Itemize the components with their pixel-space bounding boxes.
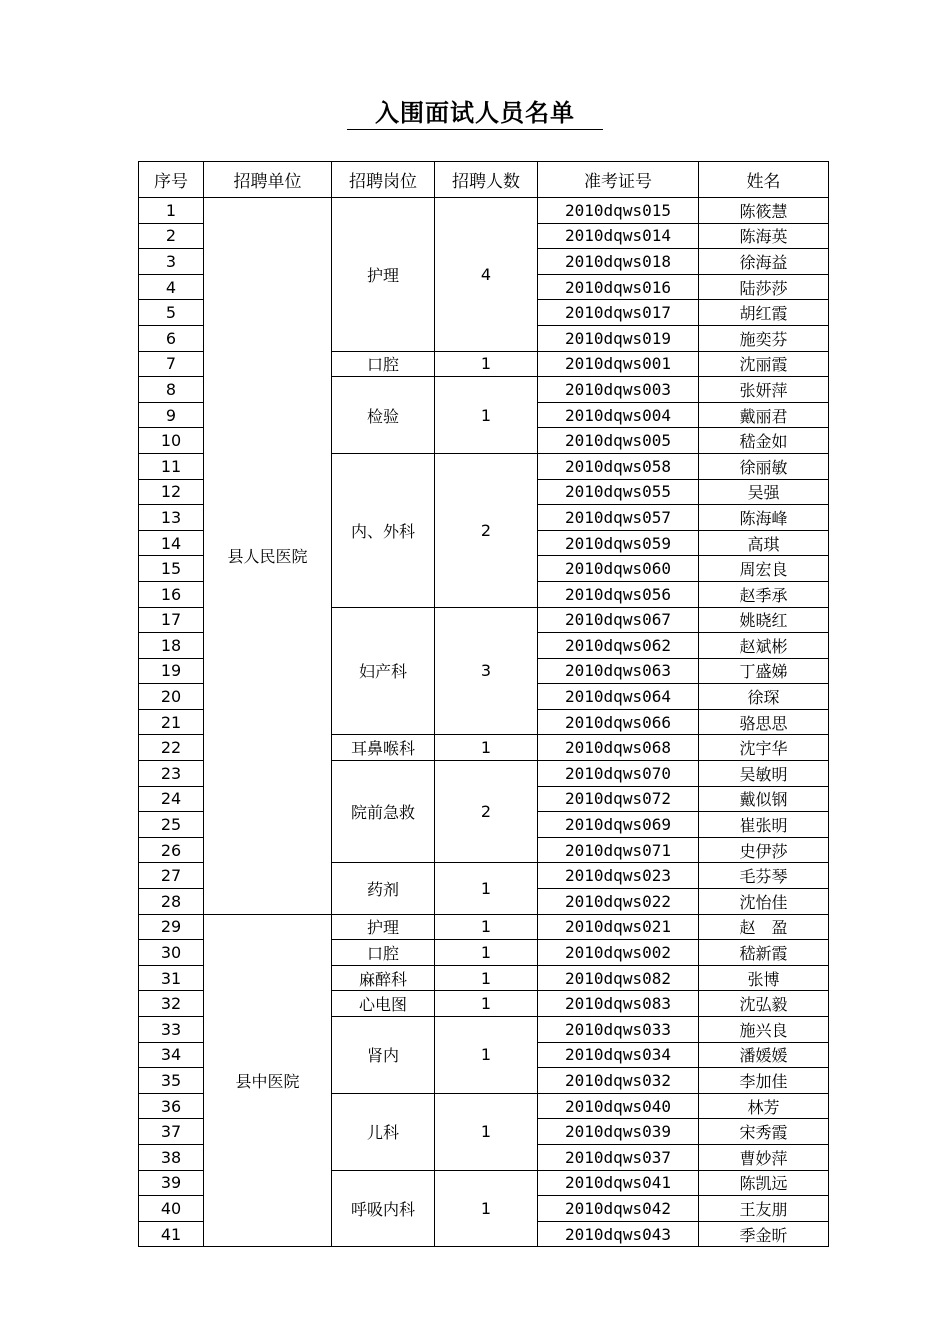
cell-name: 赵斌彬 <box>699 633 829 659</box>
cell-exam-no: 2010dqws014 <box>538 223 699 249</box>
cell-name: 崔张明 <box>699 812 829 838</box>
cell-name: 沈怡佳 <box>699 889 829 915</box>
cell-exam-no: 2010dqws060 <box>538 556 699 582</box>
cell-seq: 21 <box>139 709 204 735</box>
cell-seq: 17 <box>139 607 204 633</box>
cell-exam-no: 2010dqws039 <box>538 1119 699 1145</box>
cell-exam-no: 2010dqws066 <box>538 709 699 735</box>
cell-exam-no: 2010dqws059 <box>538 530 699 556</box>
cell-count: 1 <box>435 1017 538 1094</box>
cell-count: 1 <box>435 914 538 940</box>
cell-exam-no: 2010dqws055 <box>538 479 699 505</box>
cell-exam-no: 2010dqws018 <box>538 249 699 275</box>
cell-name: 胡红霞 <box>699 300 829 326</box>
cell-count: 1 <box>435 991 538 1017</box>
cell-name: 嵇新霞 <box>699 940 829 966</box>
cell-exam-no: 2010dqws063 <box>538 658 699 684</box>
cell-seq: 34 <box>139 1042 204 1068</box>
cell-exam-no: 2010dqws042 <box>538 1196 699 1222</box>
cell-post: 院前急救 <box>332 761 435 863</box>
cell-exam-no: 2010dqws016 <box>538 274 699 300</box>
cell-seq: 37 <box>139 1119 204 1145</box>
cell-exam-no: 2010dqws019 <box>538 325 699 351</box>
cell-exam-no: 2010dqws082 <box>538 965 699 991</box>
cell-exam-no: 2010dqws021 <box>538 914 699 940</box>
cell-name: 徐琛 <box>699 684 829 710</box>
cell-post: 检验 <box>332 377 435 454</box>
cell-seq: 26 <box>139 837 204 863</box>
cell-name: 宋秀霞 <box>699 1119 829 1145</box>
cell-seq: 16 <box>139 581 204 607</box>
cell-name: 丁盛娣 <box>699 658 829 684</box>
cell-name: 沈弘毅 <box>699 991 829 1017</box>
cell-name: 张妍萍 <box>699 377 829 403</box>
cell-count: 1 <box>435 735 538 761</box>
cell-count: 1 <box>435 351 538 377</box>
cell-exam-no: 2010dqws057 <box>538 505 699 531</box>
cell-exam-no: 2010dqws040 <box>538 1093 699 1119</box>
cell-exam-no: 2010dqws062 <box>538 633 699 659</box>
cell-seq: 19 <box>139 658 204 684</box>
cell-count: 1 <box>435 940 538 966</box>
cell-post: 内、外科 <box>332 453 435 607</box>
cell-name: 史伊莎 <box>699 837 829 863</box>
cell-exam-no: 2010dqws002 <box>538 940 699 966</box>
cell-seq: 38 <box>139 1144 204 1170</box>
cell-exam-no: 2010dqws041 <box>538 1170 699 1196</box>
cell-post: 肾内 <box>332 1017 435 1094</box>
header-seq: 序号 <box>139 162 204 198</box>
cell-exam-no: 2010dqws015 <box>538 198 699 224</box>
cell-seq: 30 <box>139 940 204 966</box>
cell-seq: 27 <box>139 863 204 889</box>
cell-post: 口腔 <box>332 940 435 966</box>
cell-name: 赵 盈 <box>699 914 829 940</box>
cell-seq: 10 <box>139 428 204 454</box>
cell-seq: 20 <box>139 684 204 710</box>
cell-name: 施奕芬 <box>699 325 829 351</box>
cell-seq: 24 <box>139 786 204 812</box>
cell-post: 呼吸内科 <box>332 1170 435 1247</box>
cell-post: 耳鼻喉科 <box>332 735 435 761</box>
cell-exam-no: 2010dqws058 <box>538 453 699 479</box>
cell-seq: 9 <box>139 402 204 428</box>
cell-seq: 2 <box>139 223 204 249</box>
cell-count: 1 <box>435 863 538 914</box>
cell-name: 陈凯远 <box>699 1170 829 1196</box>
cell-name: 骆思思 <box>699 709 829 735</box>
cell-seq: 1 <box>139 198 204 224</box>
cell-unit: 县中医院 <box>204 914 332 1247</box>
cell-seq: 36 <box>139 1093 204 1119</box>
cell-seq: 25 <box>139 812 204 838</box>
cell-name: 陆莎莎 <box>699 274 829 300</box>
candidate-table <box>138 161 829 1247</box>
cell-exam-no: 2010dqws064 <box>538 684 699 710</box>
cell-name: 林芳 <box>699 1093 829 1119</box>
cell-exam-no: 2010dqws003 <box>538 377 699 403</box>
cell-count: 1 <box>435 1093 538 1170</box>
cell-seq: 11 <box>139 453 204 479</box>
cell-post: 麻醉科 <box>332 965 435 991</box>
cell-exam-no: 2010dqws005 <box>538 428 699 454</box>
cell-name: 戴丽君 <box>699 402 829 428</box>
cell-exam-no: 2010dqws071 <box>538 837 699 863</box>
cell-name: 嵇金如 <box>699 428 829 454</box>
cell-exam-no: 2010dqws083 <box>538 991 699 1017</box>
cell-count: 2 <box>435 453 538 607</box>
cell-name: 陈海英 <box>699 223 829 249</box>
cell-seq: 41 <box>139 1221 204 1247</box>
header-name: 姓名 <box>699 162 829 198</box>
cell-seq: 29 <box>139 914 204 940</box>
cell-count: 1 <box>435 1170 538 1247</box>
cell-name: 李加佳 <box>699 1068 829 1094</box>
cell-name: 张博 <box>699 965 829 991</box>
cell-exam-no: 2010dqws068 <box>538 735 699 761</box>
header-unit: 招聘单位 <box>204 162 332 198</box>
page-title-wrapper <box>0 98 950 130</box>
cell-seq: 15 <box>139 556 204 582</box>
cell-seq: 39 <box>139 1170 204 1196</box>
cell-name: 毛芬琴 <box>699 863 829 889</box>
cell-post: 妇产科 <box>332 607 435 735</box>
cell-exam-no: 2010dqws043 <box>538 1221 699 1247</box>
cell-seq: 6 <box>139 325 204 351</box>
table-row <box>139 198 829 224</box>
table-header-row <box>139 162 829 198</box>
cell-name: 沈宇华 <box>699 735 829 761</box>
cell-exam-no: 2010dqws023 <box>538 863 699 889</box>
cell-name: 沈丽霞 <box>699 351 829 377</box>
cell-seq: 5 <box>139 300 204 326</box>
cell-exam-no: 2010dqws017 <box>538 300 699 326</box>
cell-count: 2 <box>435 761 538 863</box>
table-body <box>139 198 829 1247</box>
page-title: 入围面试人员名单 <box>347 98 603 130</box>
cell-exam-no: 2010dqws069 <box>538 812 699 838</box>
cell-seq: 7 <box>139 351 204 377</box>
cell-name: 赵季承 <box>699 581 829 607</box>
cell-unit: 县人民医院 <box>204 198 332 915</box>
cell-seq: 33 <box>139 1017 204 1043</box>
cell-name: 陈筱慧 <box>699 198 829 224</box>
cell-name: 季金昕 <box>699 1221 829 1247</box>
cell-seq: 12 <box>139 479 204 505</box>
cell-seq: 3 <box>139 249 204 275</box>
cell-post: 药剂 <box>332 863 435 914</box>
header-post: 招聘岗位 <box>332 162 435 198</box>
cell-post: 口腔 <box>332 351 435 377</box>
cell-seq: 23 <box>139 761 204 787</box>
cell-post: 儿科 <box>332 1093 435 1170</box>
cell-name: 徐丽敏 <box>699 453 829 479</box>
cell-seq: 28 <box>139 889 204 915</box>
cell-name: 曹妙萍 <box>699 1144 829 1170</box>
cell-exam-no: 2010dqws004 <box>538 402 699 428</box>
cell-exam-no: 2010dqws037 <box>538 1144 699 1170</box>
cell-name: 徐海益 <box>699 249 829 275</box>
cell-name: 周宏良 <box>699 556 829 582</box>
cell-exam-no: 2010dqws022 <box>538 889 699 915</box>
cell-seq: 35 <box>139 1068 204 1094</box>
cell-seq: 40 <box>139 1196 204 1222</box>
cell-count: 4 <box>435 198 538 352</box>
cell-exam-no: 2010dqws032 <box>538 1068 699 1094</box>
cell-exam-no: 2010dqws067 <box>538 607 699 633</box>
cell-name: 潘媛媛 <box>699 1042 829 1068</box>
cell-name: 姚晓红 <box>699 607 829 633</box>
cell-count: 3 <box>435 607 538 735</box>
cell-count: 1 <box>435 377 538 454</box>
cell-exam-no: 2010dqws033 <box>538 1017 699 1043</box>
cell-seq: 18 <box>139 633 204 659</box>
cell-exam-no: 2010dqws070 <box>538 761 699 787</box>
table-row <box>139 914 829 940</box>
cell-post: 护理 <box>332 198 435 352</box>
cell-name: 吴敏明 <box>699 761 829 787</box>
cell-seq: 32 <box>139 991 204 1017</box>
cell-seq: 13 <box>139 505 204 531</box>
header-count: 招聘人数 <box>435 162 538 198</box>
cell-post: 护理 <box>332 914 435 940</box>
cell-exam-no: 2010dqws001 <box>538 351 699 377</box>
header-exam-no: 准考证号 <box>538 162 699 198</box>
cell-name: 陈海峰 <box>699 505 829 531</box>
cell-name: 吴强 <box>699 479 829 505</box>
cell-name: 王友朋 <box>699 1196 829 1222</box>
cell-post: 心电图 <box>332 991 435 1017</box>
cell-name: 戴似钢 <box>699 786 829 812</box>
cell-name: 高琪 <box>699 530 829 556</box>
cell-exam-no: 2010dqws072 <box>538 786 699 812</box>
cell-count: 1 <box>435 965 538 991</box>
cell-exam-no: 2010dqws056 <box>538 581 699 607</box>
cell-seq: 31 <box>139 965 204 991</box>
cell-name: 施兴良 <box>699 1017 829 1043</box>
cell-exam-no: 2010dqws034 <box>538 1042 699 1068</box>
cell-seq: 4 <box>139 274 204 300</box>
cell-seq: 22 <box>139 735 204 761</box>
cell-seq: 14 <box>139 530 204 556</box>
cell-seq: 8 <box>139 377 204 403</box>
